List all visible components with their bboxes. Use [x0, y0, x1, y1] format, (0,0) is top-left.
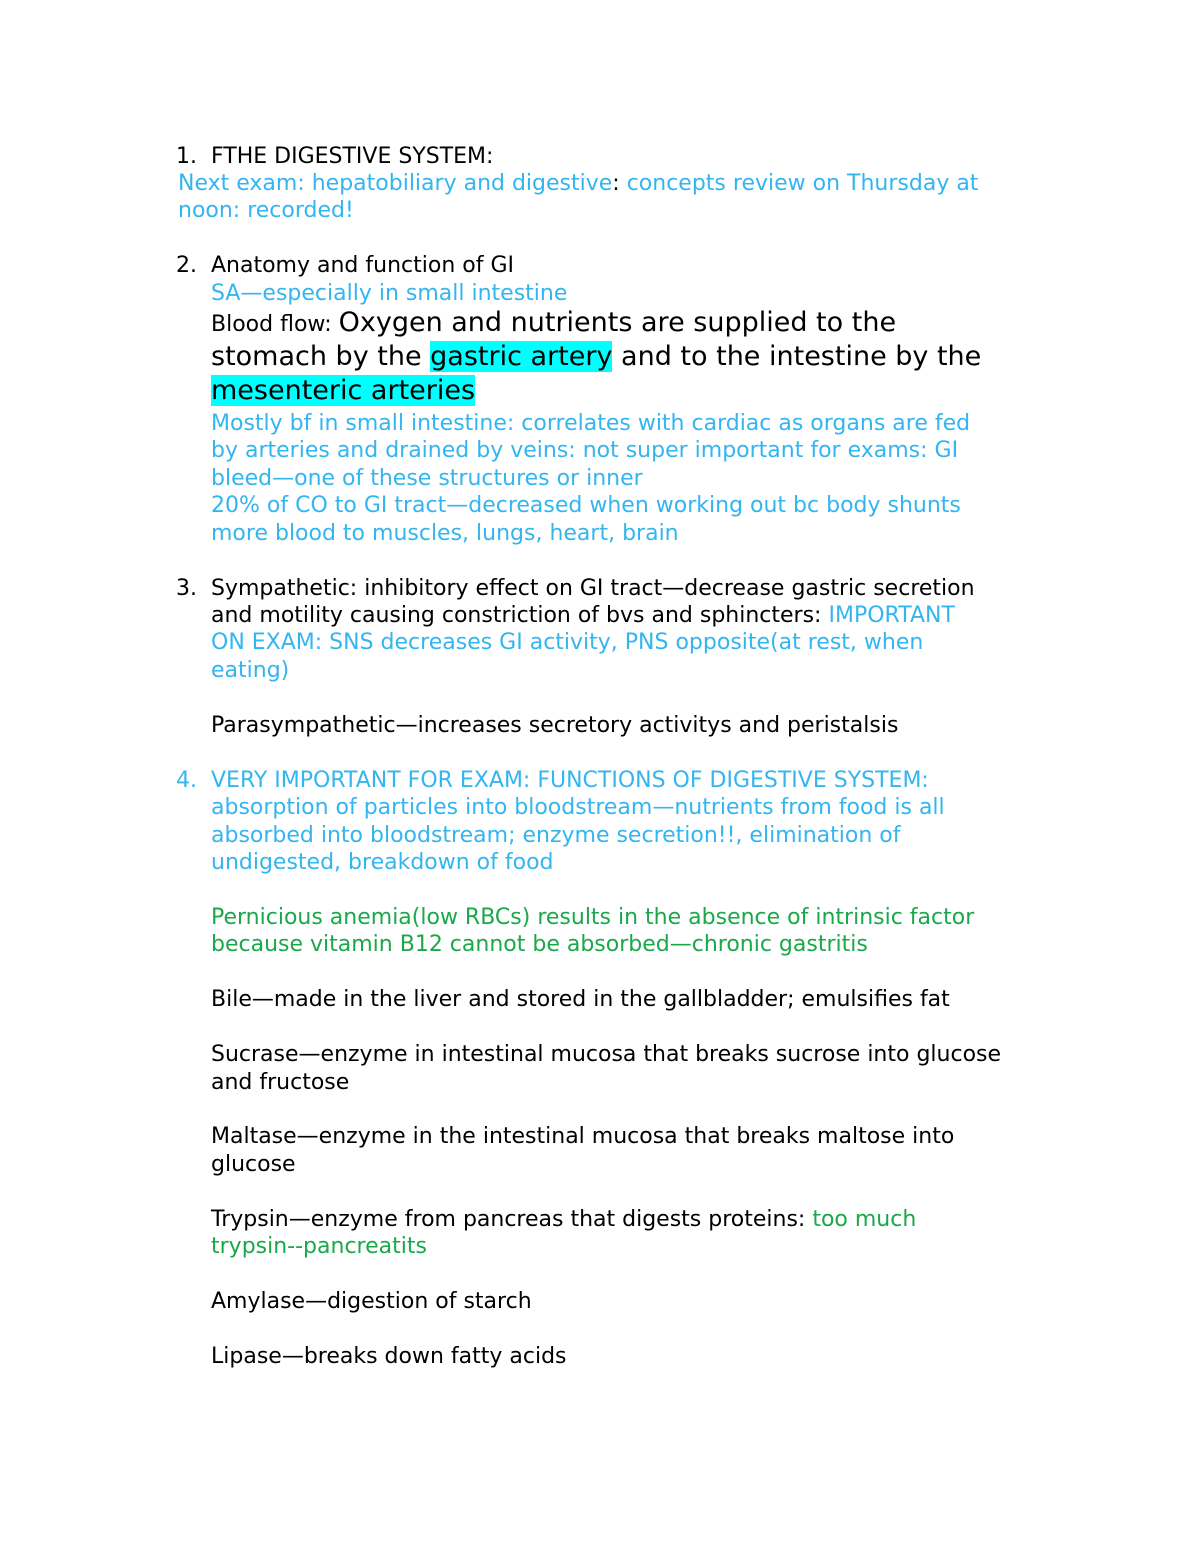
list-number-2: 2. — [176, 253, 197, 278]
blood-flow-label: Blood flow: — [211, 312, 339, 337]
item4-line3: absorbed into bloodstream; enzyme secretion!!, elimination of — [211, 823, 901, 848]
item2-mostly-line3: bleed—one of these structures or inner — [211, 466, 643, 491]
item3-line2 — [211, 602, 955, 629]
list-number-4: 4. — [176, 768, 197, 793]
maltase-line1: Maltase—enzyme in the intestinal mucosa that breaks maltose into — [211, 1124, 955, 1149]
lipase-line: Lipase—breaks down fatty acids — [211, 1344, 567, 1369]
item1-note-b: concepts review on Thursday at — [619, 171, 979, 196]
item4-line4: undigested, breakdown of food — [211, 850, 554, 875]
item1-note-colon: : — [612, 171, 620, 196]
sucrase-line2: and fructose — [211, 1070, 350, 1095]
item1-note-line1 — [178, 170, 978, 197]
amylase-line: Amylase—digestion of starch — [211, 1289, 532, 1314]
item3-parasympathetic: Parasympathetic—increases secretory activitys and peristalsis — [211, 713, 899, 738]
item2-blood-line3 — [211, 374, 475, 408]
item2-blood-line1 — [211, 306, 896, 340]
trypsin-line1 — [211, 1206, 916, 1233]
blood-flow-text2a: stomach by the — [211, 341, 431, 372]
item2-blood-line2 — [211, 340, 981, 374]
pernicious-line1: Pernicious anemia(low RBCs) results in the absence of intrinsic factor — [211, 905, 975, 930]
item4-line2: absorption of particles into bloodstream—nutrients from food is all — [211, 795, 945, 820]
mesenteric-arteries-highlight: mesenteric arteries — [211, 375, 476, 406]
item2-mostly-line1: Mostly bf in small intestine: correlates with cardiac as organs are fed — [211, 411, 971, 436]
item2-co-line1: 20% of CO to GI tract—decreased when working out bc body shunts — [211, 493, 961, 518]
list-number-1: 1. — [176, 144, 197, 169]
item2-co-line2: more blood to muscles, lungs, heart, brain — [211, 521, 679, 546]
list-number-3: 3. — [176, 576, 197, 601]
blood-flow-text1: Oxygen and nutrients are supplied to the — [338, 307, 897, 338]
blood-flow-text2b: and to the intestine by the — [612, 341, 982, 372]
trypsin-text: Trypsin—enzyme from pancreas that digests proteins: — [211, 1207, 813, 1232]
item3-line2-text: and motility causing constriction of bvs and sphincters: — [211, 603, 829, 628]
bile-line: Bile—made in the liver and stored in the gallbladder; emulsifies fat — [211, 987, 950, 1012]
trypsin-line2: trypsin--pancreatits — [211, 1234, 427, 1259]
item3-line3: ON EXAM: SNS decreases GI activity, PNS opposite(at rest, when — [211, 630, 924, 655]
item3-line1: Sympathetic: inhibitory effect on GI tract—decrease gastric secretion — [211, 576, 975, 601]
item3-line4: eating) — [211, 658, 290, 683]
item1-heading: FTHE DIGESTIVE SYSTEM: — [211, 144, 494, 169]
sucrase-line1: Sucrase—enzyme in intestinal mucosa that breaks sucrose into glucose — [211, 1042, 1002, 1067]
pernicious-line2: because vitamin B12 cannot be absorbed—chronic gastritis — [211, 932, 868, 957]
item2-sa-note: SA—especially in small intestine — [211, 281, 568, 306]
item4-line1: VERY IMPORTANT FOR EXAM: FUNCTIONS OF DIGESTIVE SYSTEM: — [211, 768, 929, 793]
item2-mostly-line2: by arteries and drained by veins: not super important for exams: GI — [211, 438, 959, 463]
item2-heading: Anatomy and function of GI — [211, 253, 514, 278]
item1-note-line2: noon: recorded! — [178, 198, 354, 223]
trypsin-note: too much — [812, 1207, 917, 1232]
maltase-line2: glucose — [211, 1152, 296, 1177]
item1-note-a: Next exam: hepatobiliary and digestive — [178, 171, 613, 196]
item3-important: IMPORTANT — [828, 603, 955, 628]
gastric-artery-highlight: gastric artery — [430, 341, 613, 372]
